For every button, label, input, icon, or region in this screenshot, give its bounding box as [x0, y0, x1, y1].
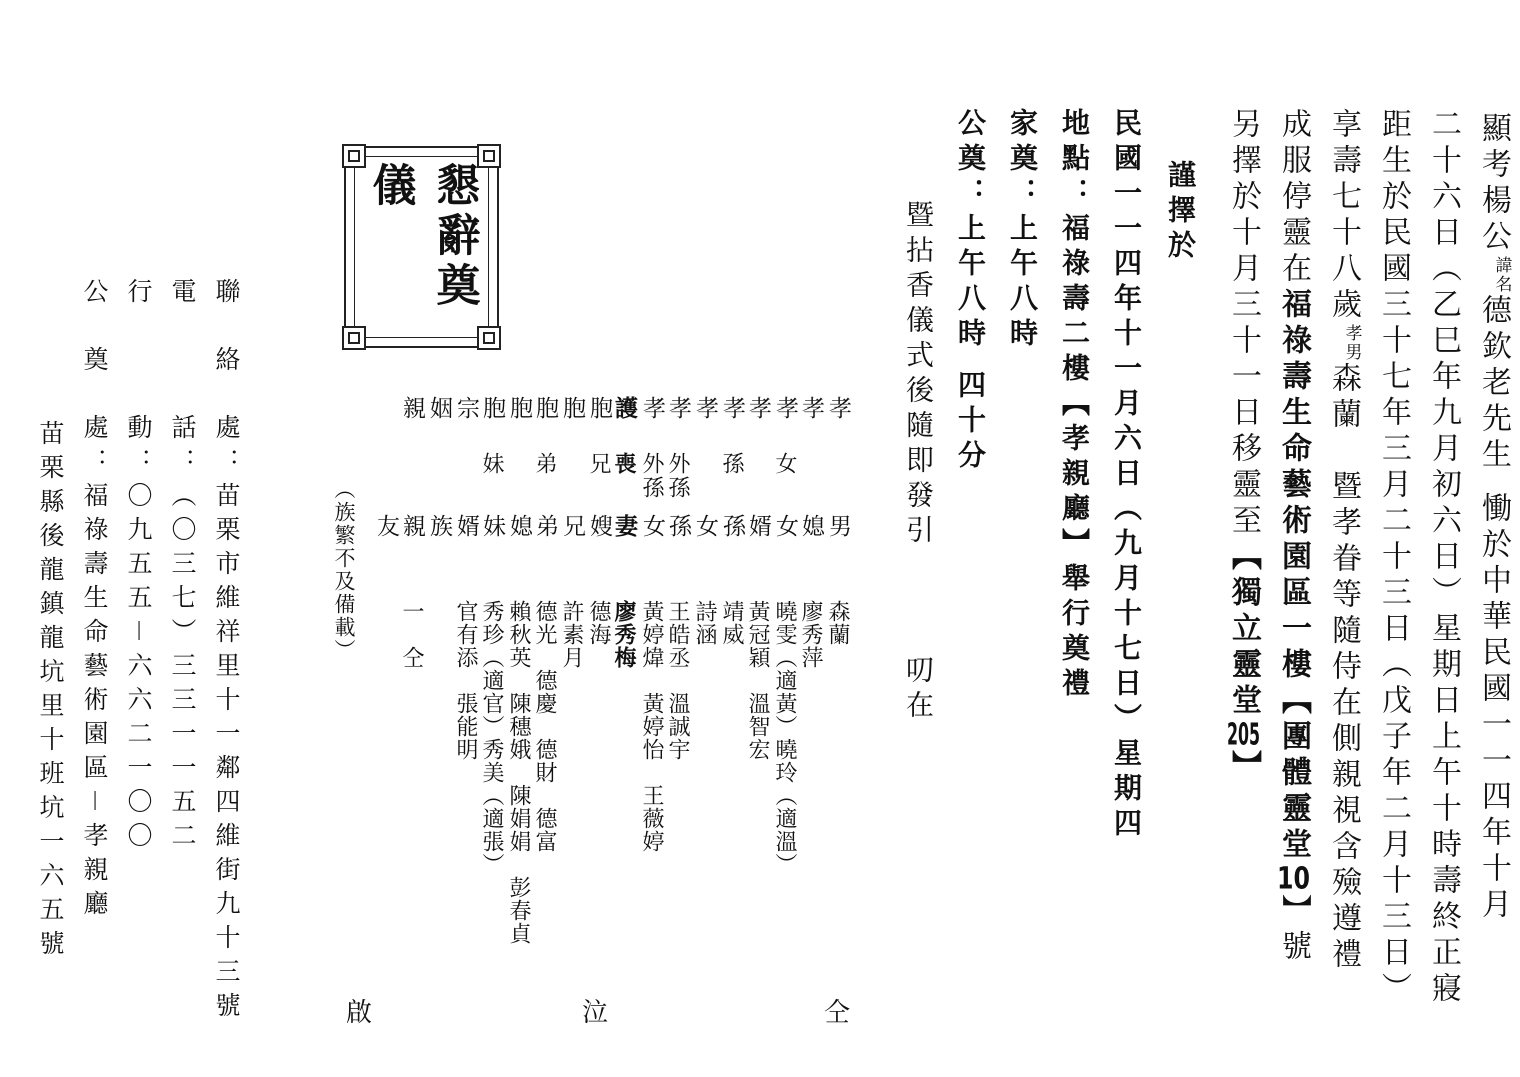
deceased-name-note: 諱名 — [1491, 256, 1512, 294]
private-hall-end: 】 — [1226, 750, 1261, 786]
family-role-mid: 弟 — [532, 452, 557, 476]
family-names: 森蘭 — [825, 600, 850, 646]
address-value: 苗栗市維祥里十一鄰四維街九十三號 — [212, 482, 241, 1026]
deceased-name: 德欽老先生 — [1476, 294, 1511, 474]
family-role-bottom: 媳 — [798, 514, 824, 537]
family-role-mid: 外孫 — [639, 452, 664, 500]
family-role-bottom: 弟 — [532, 514, 558, 537]
family-role-mid: 兄 — [586, 452, 611, 476]
son-text: 森蘭 暨孝眷等隨侍在側親視含殮遵禮 — [1326, 362, 1361, 974]
family-role-bottom: 孫 — [719, 514, 745, 537]
family-role-bottom: 婿 — [745, 514, 771, 537]
family-names: 德海 — [586, 600, 611, 646]
family-names: 官有添 張能明 — [453, 600, 478, 761]
signature-together: 仝 — [824, 998, 851, 1028]
family-role-top: 胞 — [586, 396, 612, 419]
family-role-top: 宗 — [453, 396, 479, 419]
schedule-intro: 謹擇於 — [1164, 160, 1197, 265]
narrative-top-line — [1478, 112, 1510, 924]
family-role-top: 胞 — [559, 396, 585, 419]
family-role-bottom: 親 — [399, 514, 425, 537]
family-role-bottom: 媳 — [506, 514, 532, 537]
family-role-top: 護 — [611, 396, 638, 419]
phone-value: （〇三七）三三一一五二 — [168, 482, 197, 856]
schedule-place: 地點：福祿壽二樓【孝親廳】舉行奠禮 — [1058, 108, 1091, 703]
narrative-col-4 — [1276, 108, 1311, 966]
family-role-bottom: 婿 — [453, 514, 479, 537]
family-names: 詩涵 — [692, 600, 717, 646]
contact-address — [214, 278, 239, 1026]
family-names: 許素月 — [559, 600, 584, 669]
family-note: （族繁不及備載） — [332, 478, 356, 662]
family-role-top: 孝 — [639, 396, 665, 419]
signature-weep: 泣 — [582, 998, 609, 1028]
family-names: 靖威 — [719, 600, 744, 646]
son-note: 孝男 — [1341, 324, 1362, 362]
family-names: 廖秀萍 — [798, 600, 823, 669]
family-role-bottom: 女 — [692, 514, 718, 537]
family-role-mid: 妹 — [479, 452, 504, 476]
schedule-public: 公奠：上午八時 四十分 — [954, 108, 987, 475]
group-hall-number: 10 — [1277, 864, 1310, 894]
private-hall-number: 205 — [1227, 720, 1260, 750]
narrative-col-3 — [1328, 108, 1360, 974]
family-names: 黃婷煒 黃婷怡 王薇婷 — [639, 600, 664, 853]
family-names: 秀珍（適官）秀美（適張） — [479, 600, 504, 876]
family-role-top: 姻 — [426, 396, 452, 419]
family-role-bottom: 妻 — [611, 514, 638, 537]
schedule-date: 民國一一四年十一月六日（九月十七日）星期四 — [1110, 108, 1143, 843]
family-role-bottom: 兄 — [559, 514, 585, 537]
narrative-col-2: 距生於民國三十七年三月二十三日（戊子年二月十三日） — [1376, 108, 1411, 1008]
family-role-bottom: 女 — [772, 514, 798, 537]
address-label: 聯 絡 處： — [212, 278, 241, 482]
hall-label: 公 奠 處： — [80, 278, 109, 482]
narrative-col-1: 二十六日（乙巳年九月初六日）星期日上午十時壽終正寢 — [1426, 108, 1461, 1008]
age-text: 享壽七十八歲 — [1326, 108, 1361, 324]
family-role-mid: 外孫 — [665, 452, 690, 500]
family-role-top: 孝 — [825, 396, 851, 419]
decline-gifts-box — [344, 146, 499, 348]
family-role-top: 胞 — [506, 396, 532, 419]
family-role-top: 孝 — [665, 396, 691, 419]
family-role-bottom: 族 — [426, 514, 452, 537]
hall-value: 福祿壽生命藝術園區－孝親廳 — [80, 482, 109, 925]
family-role-bottom: 妹 — [479, 514, 505, 537]
group-hall-end: 】號 — [1276, 894, 1311, 966]
family-role-bottom: 男 — [825, 514, 851, 537]
family-role-top: 胞 — [479, 396, 505, 419]
contact-phone — [170, 278, 195, 856]
deceased-date-start: 慟於中華民國一一四年十月 — [1476, 492, 1511, 924]
wake-location: 福祿壽生命藝術園區一樓 — [1276, 288, 1311, 684]
family-names: 一 仝 — [399, 600, 424, 669]
family-role-mid: 女 — [772, 452, 797, 476]
family-role-mid: 孫 — [719, 452, 744, 476]
schedule-family: 家奠：上午八時 — [1006, 108, 1039, 353]
narrative-col-5 — [1226, 108, 1261, 786]
group-hall: 【團體靈堂 — [1276, 684, 1311, 864]
family-role-top: 親 — [399, 396, 425, 419]
family-role-top: 胞 — [532, 396, 558, 419]
family-role-bottom: 女 — [639, 514, 665, 537]
schedule-after: 暨拈香儀式後隨即發引 — [902, 200, 935, 550]
phone-label: 電 話： — [168, 278, 197, 482]
family-role-top: 孝 — [745, 396, 771, 419]
family-role-top: 孝 — [719, 396, 745, 419]
contact-hall-address: 苗栗縣後龍鎮龍坑里十班坑一六五號 — [36, 420, 65, 964]
deceased-prefix: 顯考楊公 — [1476, 112, 1511, 256]
family-names: 德光 德慶 德財 德富 — [532, 600, 557, 853]
family-role-top: 孝 — [772, 396, 798, 419]
family-names: 曉雯（適黃）曉玲（適溫） — [772, 600, 797, 876]
family-role-bottom: 嫂 — [586, 514, 612, 537]
family-names: 廖秀梅 — [611, 600, 637, 669]
move-text: 另擇於十月三十一日移靈至 — [1226, 108, 1261, 540]
family-names: 王皓丞 溫誠宇 — [665, 600, 690, 761]
contact-mobile — [126, 278, 151, 856]
family-names: 黃冠穎 溫智宏 — [745, 600, 770, 761]
closing-text: 叨在 — [902, 655, 935, 725]
mobile-value: 〇九五五－六六二一〇〇 — [124, 482, 153, 857]
contact-hall — [82, 278, 107, 924]
family-role-top: 孝 — [798, 396, 824, 419]
mobile-label: 行 動： — [124, 278, 153, 482]
signature-announce: 啟 — [346, 998, 373, 1028]
family-role-bottom: 孫 — [665, 514, 691, 537]
family-role-top: 孝 — [692, 396, 718, 419]
family-names: 賴秋英 陳穗娥 陳娟娟 彭春貞 — [506, 600, 531, 945]
family-role-bottom: 友 — [373, 514, 399, 537]
private-hall: 【獨立靈堂 — [1226, 540, 1261, 720]
family-role-mid: 喪 — [611, 452, 637, 476]
decline-gifts-title: 懇辭奠儀 — [364, 162, 480, 312]
wake-location-intro: 成服停靈在 — [1276, 108, 1311, 288]
